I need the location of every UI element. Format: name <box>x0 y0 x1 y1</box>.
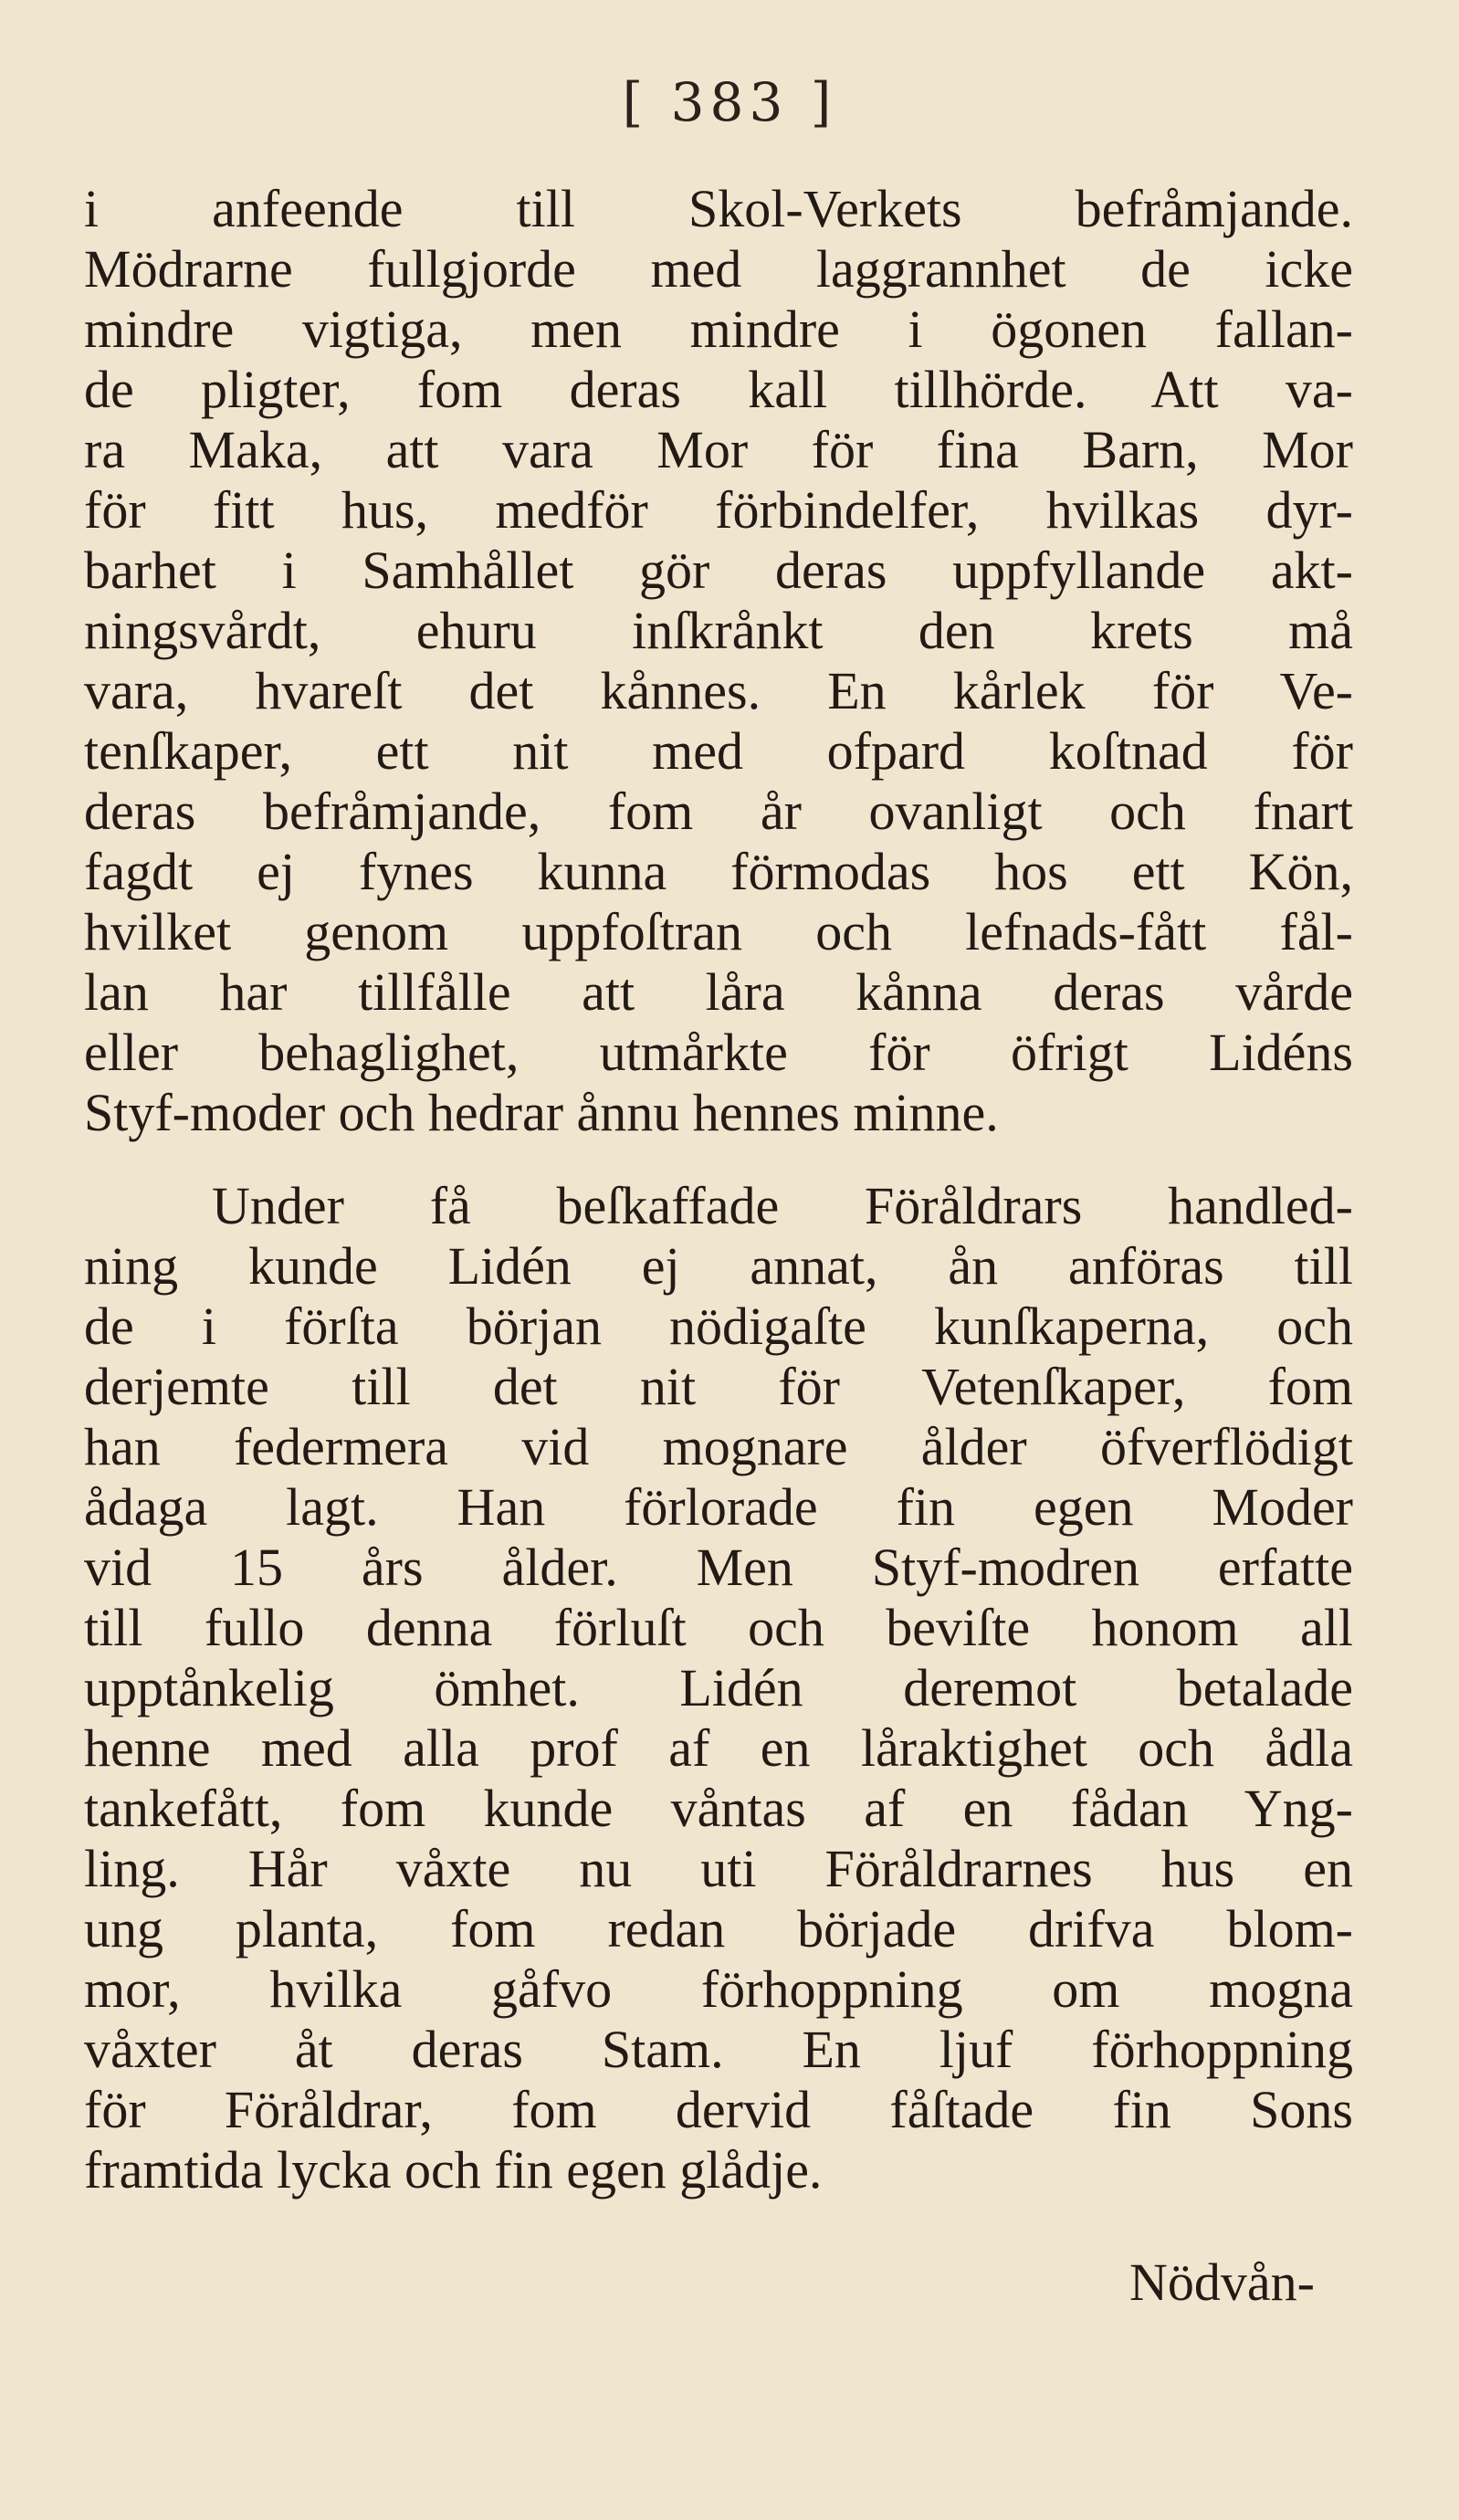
text-line: vid 15 års ålder. Men Styf-modren erfatte <box>84 1538 1353 1597</box>
text-line: mindre vigtiga, men mindre i ögonen fallan- <box>84 299 1353 359</box>
text-line: för fitt hus, medför förbindelfer, hvilkas dyr- <box>84 480 1353 540</box>
text-line: de i förſta början nödigaſte kunſkaperna, och <box>84 1297 1353 1356</box>
catchword: Nödvån- <box>1129 2252 1315 2312</box>
text-line: till fullo denna förluſt och beviſte honom all <box>84 1598 1353 1657</box>
text-line: ung planta, fom redan började drifva blom- <box>84 1899 1353 1958</box>
text-line: de pligter, fom deras kall tillhörde. Att va- <box>84 360 1353 419</box>
text-line: tankefått, fom kunde våntas af en fådan Yng- <box>84 1779 1353 1838</box>
text-line: vara, hvareſt det kånnes. En kårlek för Ve- <box>84 661 1353 720</box>
text-line: derjemte till det nit för Vetenſkaper, fom <box>84 1357 1353 1416</box>
text-line: Styf-moder och hedrar ånnu hennes minne. <box>84 1083 999 1142</box>
text-line: barhet i Samhållet gör deras uppfyllande akt- <box>84 541 1353 600</box>
text-line: upptånkelig ömhet. Lidén deremot betalade <box>84 1658 1353 1717</box>
body-text <box>84 179 1353 2200</box>
text-line: ra Maka, att vara Mor för fina Barn, Mor <box>84 420 1353 479</box>
text-line: lan har tillfålle att låra kånna deras vårde <box>84 962 1353 1022</box>
paragraph-2 <box>84 1176 1353 2200</box>
text-line: Mödrarne fullgjorde med laggrannhet de icke <box>84 239 1353 299</box>
text-line: Under få beſkaffade Föråldrars handled- <box>212 1176 1353 1235</box>
text-line: hvilket genom uppfoſtran och lefnads-fått fål- <box>84 902 1353 961</box>
text-line: han federmera vid mognare ålder öfverflödigt <box>84 1417 1353 1476</box>
text-line: för Föråldrar, fom dervid fåſtade fin Sons <box>84 2080 1353 2139</box>
text-line: ådaga lagt. Han förlorade fin egen Moder <box>84 1477 1353 1537</box>
text-line: ling. Hår våxte nu uti Föråldrarnes hus en <box>84 1839 1353 1898</box>
text-line: henne med alla prof af en låraktighet och ådla <box>84 1718 1353 1778</box>
text-line: fagdt ej fynes kunna förmodas hos ett Kön, <box>84 842 1353 901</box>
text-line: ning kunde Lidén ej annat, ån anföras till <box>84 1236 1353 1296</box>
text-line: våxter åt deras Stam. En ljuf förhoppning <box>84 2020 1353 2079</box>
paragraph-gap <box>84 1143 1353 1176</box>
page-number: [ 383 ] <box>622 71 837 133</box>
paragraph-1 <box>84 179 1353 1143</box>
text-line: mor, hvilka gåfvo förhoppning om mogna <box>84 1959 1353 2019</box>
text-line: deras befråmjande, fom år ovanligt och fnart <box>84 782 1353 841</box>
text-line: i anfeende till Skol-Verkets befråmjande. <box>84 179 1353 238</box>
text-line: eller behaglighet, utmårkte för öfrigt Lidéns <box>84 1023 1353 1082</box>
text-line: ningsvårdt, ehuru inſkrånkt den krets må <box>84 601 1353 660</box>
text-line: tenſkaper, ett nit med ofpard koſtnad för <box>84 721 1353 781</box>
text-line: framtida lycka och fin egen glådje. <box>84 2140 823 2200</box>
